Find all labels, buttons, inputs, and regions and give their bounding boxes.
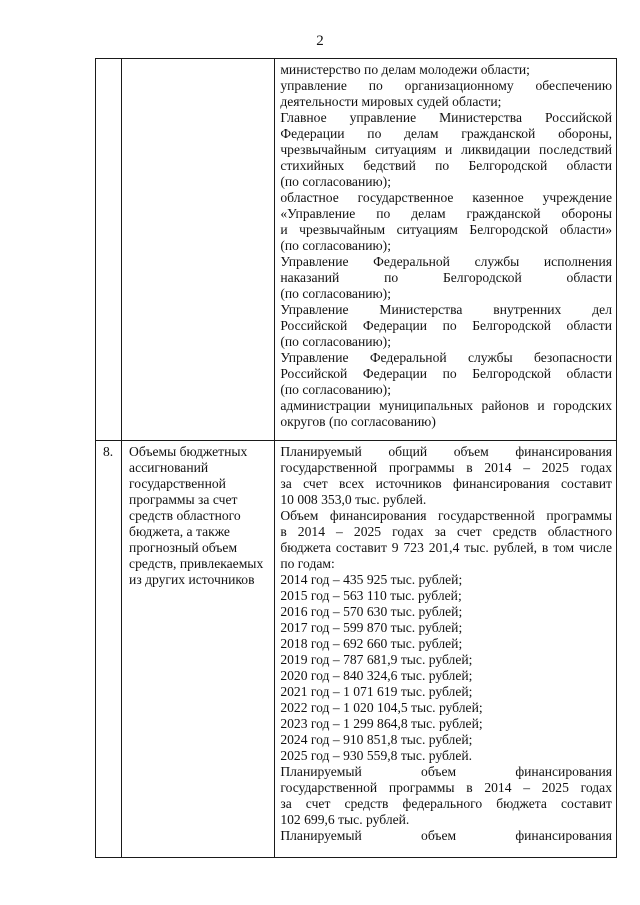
text-line: (по согласованию); (280, 174, 391, 189)
row-name-line: бюджета, а также (129, 524, 230, 539)
text-line: государственной программы в 2014 – 2025 годах (280, 460, 612, 475)
text-line: 10 008 353,0 тыс. рублей. (280, 492, 427, 507)
text-line: 2014 год – 435 925 тыс. рублей; (280, 572, 463, 587)
row-name-line: Объемы бюджетных (129, 444, 248, 459)
page-number: 2 (316, 33, 324, 49)
row-number (96, 59, 121, 62)
text-line: 2020 год – 840 324,6 тыс. рублей; (280, 668, 473, 683)
text-line: наказаний по Белгородской области (280, 270, 612, 285)
text-line: стихийных бедствий по Белгородской области (280, 158, 612, 173)
text-line: 2024 год – 910 851,8 тыс. рублей; (280, 732, 473, 747)
budget-text (275, 441, 616, 846)
text-line: округов (по согласованию) (280, 414, 436, 429)
text-line: по годам: (280, 556, 335, 571)
text-line: «Управление по делам гражданской обороны (280, 206, 612, 221)
row-number-cell (96, 441, 122, 858)
row-name-line: прогнозный объем (129, 540, 238, 555)
row-number-cell (96, 59, 122, 441)
text-line: 102 699,6 тыс. рублей. (280, 812, 410, 827)
text-line: за счет всех источников финансирования составит (280, 476, 612, 491)
text-line: 2019 год – 787 681,9 тыс. рублей; (280, 652, 473, 667)
text-line: Российской Федерации по Белгородской области (280, 366, 612, 381)
text-line: управление по организационному обеспечению (280, 78, 612, 93)
text-line: 2015 год – 563 110 тыс. рублей; (280, 588, 462, 603)
text-line: Планируемый общий объем финансирования (280, 444, 612, 459)
text-line: областное государственное казенное учреждение (280, 190, 612, 205)
budget-row-name (122, 441, 274, 588)
text-line: государственной программы в 2014 – 2025 годах (280, 780, 612, 795)
table-row-executors (96, 59, 617, 441)
text-line: (по согласованию); (280, 238, 391, 253)
text-line: Управление Министерства внутренних дел (280, 302, 612, 317)
row-name-cell (122, 59, 275, 441)
row-content-cell (275, 59, 617, 441)
text-line: (по согласованию); (280, 382, 391, 397)
row-content-cell (275, 441, 617, 858)
executors-text (275, 59, 616, 432)
text-line: за счет средств федерального бюджета составит (280, 796, 612, 811)
text-line: Управление Федеральной службы безопасности (280, 350, 612, 365)
row-name-line: государственной (129, 476, 226, 491)
text-line: деятельности мировых судей области; (280, 94, 502, 109)
row-name-line: ассигнований (129, 460, 209, 475)
text-line: бюджета составит 9 723 201,4 тыс. рублей, в том числе (280, 540, 612, 555)
text-line: 2022 год – 1 020 104,5 тыс. рублей; (280, 700, 483, 715)
text-line: чрезвычайным ситуациям и ликвидации последствий (280, 142, 612, 157)
text-line: (по согласованию); (280, 286, 391, 301)
text-line: Планируемый объем финансирования (280, 828, 612, 843)
text-line: Федерации по делам гражданской обороны, (280, 126, 612, 141)
row-name-line: из других источников (129, 572, 255, 587)
row-name-cell (122, 441, 275, 858)
text-line: 2025 год – 930 559,8 тыс. рублей. (280, 748, 473, 763)
text-line: 2017 год – 599 870 тыс. рублей; (280, 620, 463, 635)
text-line: Объем финансирования государственной программы (280, 508, 612, 523)
text-line: (по согласованию); (280, 334, 391, 349)
text-line: в 2014 – 2025 годах за счет средств областного (280, 524, 612, 539)
text-line: и чрезвычайным ситуациям Белгородской области» (280, 222, 612, 237)
text-line: министерство по делам молодежи области; (280, 62, 530, 77)
row-number: 8. (103, 444, 114, 459)
text-line: 2018 год – 692 660 тыс. рублей; (280, 636, 463, 651)
text-line: Управление Федеральной службы исполнения (280, 254, 612, 269)
program-passport-table (95, 58, 617, 858)
text-line: Российской Федерации по Белгородской области (280, 318, 612, 333)
row-name (122, 59, 274, 62)
row-name-line: программы за счет (129, 492, 238, 507)
text-line: администрации муниципальных районов и городских (280, 398, 612, 413)
text-line: 2023 год – 1 299 864,8 тыс. рублей; (280, 716, 483, 731)
text-line: Главное управление Министерства Российской (280, 110, 612, 125)
row-name-line: средств областного (129, 508, 241, 523)
text-line: 2016 год – 570 630 тыс. рублей; (280, 604, 463, 619)
row-name-line: средств, привлекаемых (129, 556, 264, 571)
table-row-budget (96, 441, 617, 858)
text-line: Планируемый объем финансирования (280, 764, 612, 779)
text-line: 2021 год – 1 071 619 тыс. рублей; (280, 684, 473, 699)
